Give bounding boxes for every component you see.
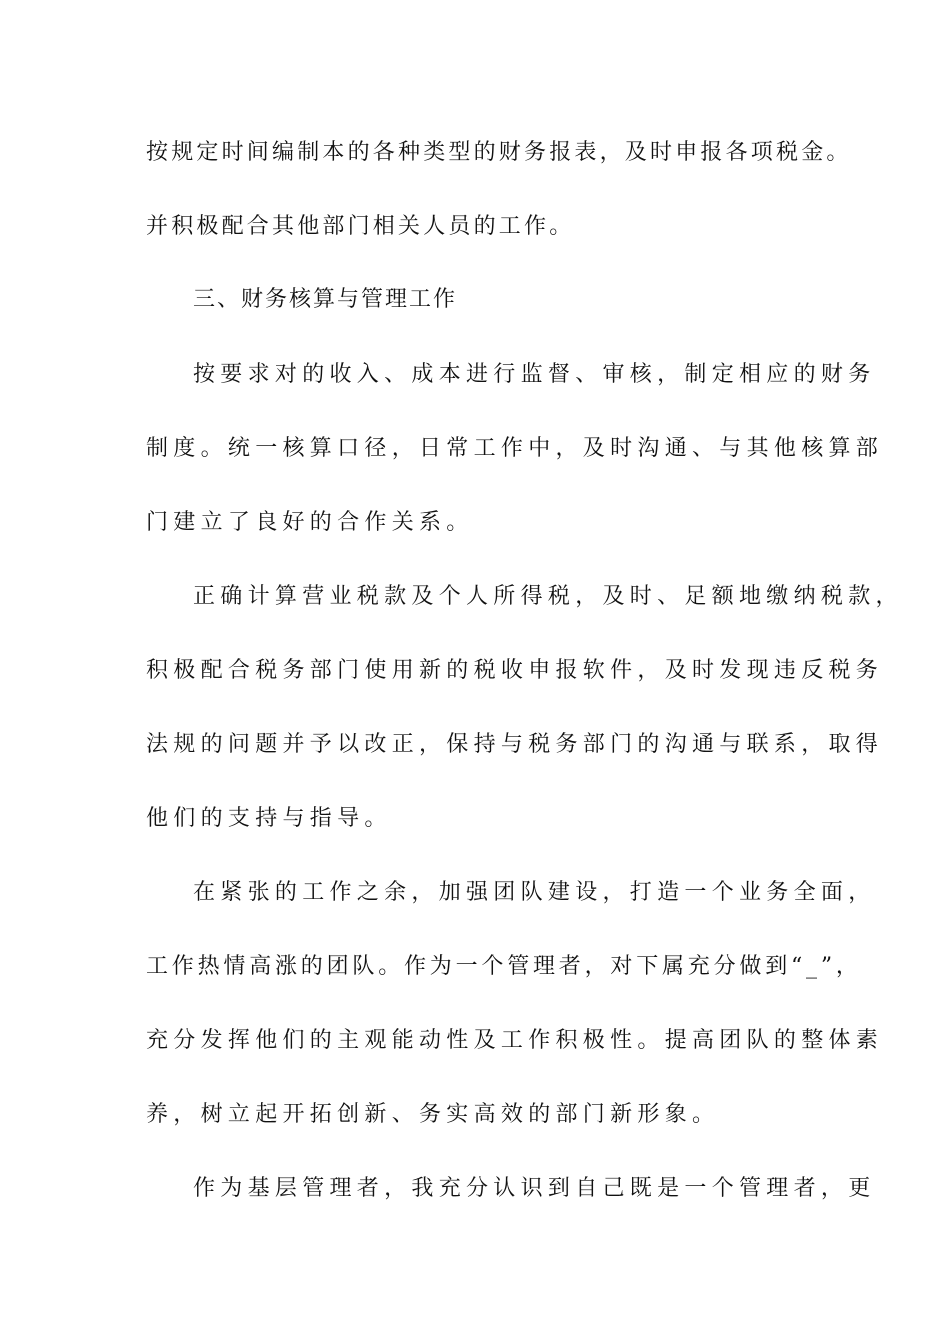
text-line: 他们的支持与指导。 (146, 806, 392, 831)
text-line: 积极配合税务部门使用新的税收申报软件，及时发现违反税务 (146, 658, 884, 683)
text-line: 门建立了良好的合作关系。 (146, 510, 474, 535)
text-line: 正确计算营业税款及个人所得税，及时、足额地缴纳税款， (193, 584, 903, 609)
text-line: 并积极配合其他部门相关人员的工作。 (146, 214, 575, 239)
text-line: 法规的问题并予以改正，保持与税务部门的沟通与联系，取得 (146, 732, 884, 757)
text-line: 养，树立起开拓创新、务实高效的部门新形象。 (146, 1102, 720, 1127)
section-heading: 三、财务核算与管理工作 (193, 287, 458, 312)
text-line: 充分发挥他们的主观能动性及工作积极性。提高团队的整体素 (146, 1028, 884, 1053)
text-line: 制度。统一核算口径，日常工作中，及时沟通、与其他核算部 (146, 436, 884, 461)
text-line: 作为基层管理者，我充分认识到自己既是一个管理者，更 (193, 1176, 876, 1201)
text-line: 在紧张的工作之余，加强团队建设，打造一个业务全面， (193, 880, 876, 905)
text-line: 按要求对的收入、成本进行监督、审核，制定相应的财务 (193, 362, 876, 387)
text-line: 工作热情高涨的团队。作为一个管理者，对下属充分做到“_”， (146, 954, 862, 979)
text-line: 按规定时间编制本的各种类型的财务报表，及时申报各项税金。 (146, 140, 852, 165)
